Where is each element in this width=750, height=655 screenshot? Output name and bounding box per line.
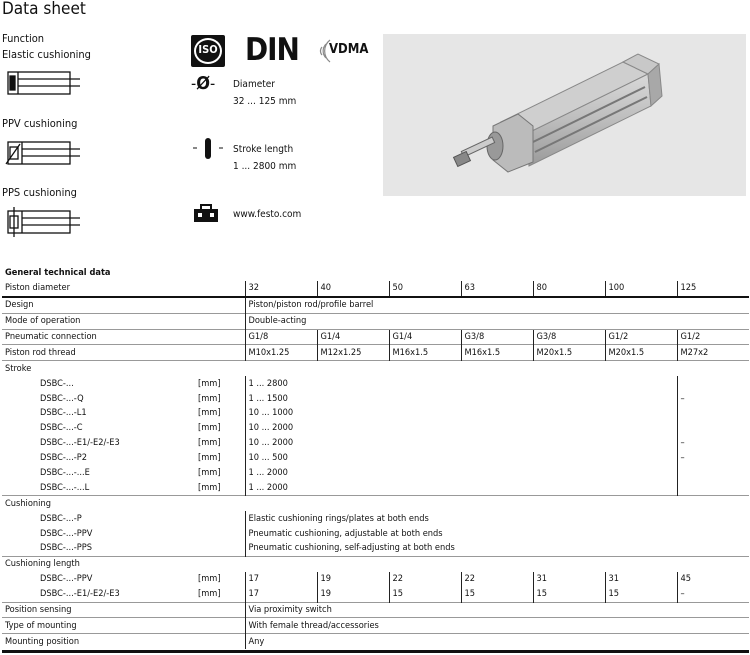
cushioning-length-variant-label: DSBC-...-E1/-E2/-E3 bbox=[40, 588, 120, 600]
cushioning-length-value: 19 bbox=[317, 587, 389, 602]
design-label: Design bbox=[2, 297, 245, 313]
stroke-value-125 bbox=[677, 376, 749, 391]
table-row bbox=[2, 436, 749, 451]
rod-thread-value: M12x1.25 bbox=[317, 345, 389, 361]
diameter-40: 40 bbox=[317, 281, 389, 297]
unit-label: [mm] bbox=[198, 467, 221, 479]
cushioning-length-value: – bbox=[677, 587, 749, 602]
stroke-value-125 bbox=[677, 466, 749, 481]
cushioning-length-value: 15 bbox=[533, 587, 605, 602]
cushioning-length-variant-label: DSBC-...-PPV bbox=[40, 573, 93, 585]
table-row bbox=[2, 572, 749, 587]
stroke-value-125 bbox=[677, 406, 749, 421]
stroke-value-125: – bbox=[677, 391, 749, 406]
product-photo bbox=[383, 34, 746, 196]
table-row-position-sensing bbox=[2, 602, 749, 618]
cushioning-length-value: 22 bbox=[461, 572, 533, 587]
table-row-diameters bbox=[2, 281, 749, 297]
unit-label: [mm] bbox=[198, 452, 221, 464]
rod-thread-value: M27x2 bbox=[677, 345, 749, 361]
unit-label: [mm] bbox=[198, 588, 221, 600]
stroke-value: 10 ... 2000 bbox=[245, 421, 677, 436]
stroke-value: 1 ... 2000 bbox=[245, 480, 677, 495]
cushioning-length-value: 15 bbox=[605, 587, 677, 602]
cushioning-length-value: 45 bbox=[677, 572, 749, 587]
table-row-rod-thread bbox=[2, 345, 749, 361]
cushioning-length-value: 15 bbox=[389, 587, 461, 602]
table-row-mounting-type bbox=[2, 618, 749, 634]
pneumatic-label: Pneumatic connection bbox=[2, 329, 245, 345]
stroke-variant-label: DSBC-...-L1 bbox=[40, 407, 87, 419]
stroke-length-value: 1 ... 2800 mm bbox=[233, 161, 297, 172]
table-bottom-rule bbox=[2, 650, 749, 653]
pneumatic-value: G1/4 bbox=[389, 329, 461, 345]
table-row-cushioning-heading bbox=[2, 496, 749, 511]
elastic-cushioning-symbol-icon bbox=[2, 64, 82, 100]
table-heading: General technical data bbox=[5, 267, 111, 279]
unit-label: [mm] bbox=[198, 437, 221, 449]
function-item-ppv: PPV cushioning bbox=[2, 117, 78, 130]
rod-thread-value: M20x1.5 bbox=[533, 345, 605, 361]
stroke-variant-label: DSBC-...-E1/-E2/-E3 bbox=[40, 437, 120, 449]
unit-label: [mm] bbox=[198, 573, 221, 585]
table-row-stroke-heading bbox=[2, 361, 749, 376]
stroke-value-125: – bbox=[677, 451, 749, 466]
unit-label: [mm] bbox=[198, 422, 221, 434]
din-logo: DIN bbox=[245, 32, 299, 68]
design-value: Piston/piston rod/profile barrel bbox=[245, 297, 749, 313]
function-item-pps: PPS cushioning bbox=[2, 186, 77, 199]
cushioning-length-label: Cushioning length bbox=[2, 556, 749, 571]
table-row bbox=[2, 587, 749, 602]
stroke-value: 10 ... 2000 bbox=[245, 436, 677, 451]
cushioning-variant-label: DSBC-...-PPV bbox=[40, 527, 93, 539]
table-row bbox=[2, 511, 749, 526]
rod-thread-value: M10x1.25 bbox=[245, 345, 317, 361]
stroke-variant-label: DSBC-...-Q bbox=[40, 392, 84, 404]
rod-thread-label: Piston rod thread bbox=[2, 345, 245, 361]
rod-thread-value: M20x1.5 bbox=[605, 345, 677, 361]
function-item-elastic: Elastic cushioning bbox=[2, 48, 91, 61]
diameter-80: 80 bbox=[533, 281, 605, 297]
cushioning-length-value: 17 bbox=[245, 587, 317, 602]
pneumatic-value: G1/8 bbox=[245, 329, 317, 345]
technical-data-table bbox=[2, 266, 749, 649]
cushioning-length-value: 31 bbox=[533, 572, 605, 587]
table-row bbox=[2, 466, 749, 481]
table-row bbox=[2, 541, 749, 556]
stroke-value: 1 ... 2800 bbox=[245, 376, 677, 391]
mode-value: Double-acting bbox=[245, 313, 749, 329]
cushioning-variant-label: DSBC-...-PPS bbox=[40, 542, 92, 554]
function-heading: Function bbox=[2, 32, 45, 45]
pneumatic-value: G1/2 bbox=[677, 329, 749, 345]
cushioning-value: Elastic cushioning rings/plates at both ends bbox=[245, 511, 749, 526]
table-row-mode bbox=[2, 313, 749, 329]
cushioning-length-value: 15 bbox=[461, 587, 533, 602]
stroke-length-icon bbox=[191, 135, 225, 165]
diameter-32: 32 bbox=[245, 281, 317, 297]
stroke-value: 10 ... 500 bbox=[245, 451, 677, 466]
rod-thread-value: M16x1.5 bbox=[389, 345, 461, 361]
page-title: Data sheet bbox=[2, 0, 86, 19]
diameter-icon: -Ø- bbox=[191, 73, 216, 94]
position-sensing-label: Position sensing bbox=[2, 602, 245, 618]
unit-label: [mm] bbox=[198, 377, 221, 389]
diameter-125: 125 bbox=[677, 281, 749, 297]
table-row bbox=[2, 391, 749, 406]
iso-logo: ISO bbox=[191, 35, 225, 67]
piston-diameter-label: Piston diameter bbox=[5, 282, 71, 294]
pneumatic-value: G3/8 bbox=[533, 329, 605, 345]
toolbox-icon bbox=[193, 204, 219, 228]
cushioning-value: Pneumatic cushioning, adjustable at both ends bbox=[245, 526, 749, 541]
mounting-position-value: Any bbox=[245, 634, 749, 649]
cushioning-length-value: 22 bbox=[389, 572, 461, 587]
stroke-value: 10 ... 1000 bbox=[245, 406, 677, 421]
table-row bbox=[2, 406, 749, 421]
mounting-type-label: Type of mounting bbox=[2, 618, 245, 634]
stroke-variant-label: DSBC-...-...E bbox=[40, 467, 90, 479]
unit-label: [mm] bbox=[198, 481, 221, 493]
stroke-variant-label: DSBC-...-...L bbox=[40, 481, 90, 493]
pps-cushioning-symbol-icon bbox=[2, 203, 82, 239]
diameter-label: Diameter bbox=[233, 79, 276, 90]
mounting-position-label: Mounting position bbox=[2, 634, 245, 649]
stroke-label: Stroke bbox=[2, 361, 749, 376]
stroke-length-label: Stroke length bbox=[233, 144, 294, 155]
stroke-value: 1 ... 1500 bbox=[245, 391, 677, 406]
table-row bbox=[2, 480, 749, 495]
table-row bbox=[2, 451, 749, 466]
cushioning-length-value: 31 bbox=[605, 572, 677, 587]
rod-thread-value: M16x1.5 bbox=[461, 345, 533, 361]
stroke-value-125 bbox=[677, 480, 749, 495]
cushioning-length-value: 19 bbox=[317, 572, 389, 587]
website-link[interactable]: www.festo.com bbox=[233, 209, 302, 220]
diameter-100: 100 bbox=[605, 281, 677, 297]
diameter-50: 50 bbox=[389, 281, 461, 297]
diameter-63: 63 bbox=[461, 281, 533, 297]
table-row-cushioning-length-heading bbox=[2, 556, 749, 571]
cushioning-length-value: 17 bbox=[245, 572, 317, 587]
stroke-variant-label: DSBC-...-P2 bbox=[40, 452, 87, 464]
mode-label: Mode of operation bbox=[2, 313, 245, 329]
diameter-value: 32 ... 125 mm bbox=[233, 96, 297, 107]
stroke-variant-label: DSBC-... bbox=[40, 377, 74, 389]
vdma-logo: VDMA bbox=[329, 42, 369, 57]
pneumatic-value: G3/8 bbox=[461, 329, 533, 345]
stroke-value: 1 ... 2000 bbox=[245, 466, 677, 481]
table-row bbox=[2, 376, 749, 391]
stroke-variant-label: DSBC-...-C bbox=[40, 422, 83, 434]
position-sensing-value: Via proximity switch bbox=[245, 602, 749, 618]
table-row bbox=[2, 526, 749, 541]
pneumatic-value: G1/2 bbox=[605, 329, 677, 345]
unit-label: [mm] bbox=[198, 407, 221, 419]
cushioning-label: Cushioning bbox=[2, 496, 749, 511]
unit-label: [mm] bbox=[198, 392, 221, 404]
stroke-value-125 bbox=[677, 421, 749, 436]
table-row bbox=[2, 421, 749, 436]
ppv-cushioning-symbol-icon bbox=[2, 134, 82, 170]
cushioning-value: Pneumatic cushioning, self-adjusting at both ends bbox=[245, 541, 749, 556]
table-heading-row bbox=[2, 266, 749, 281]
table-row-mounting-position bbox=[2, 634, 749, 649]
cushioning-variant-label: DSBC-...-P bbox=[40, 512, 82, 524]
pneumatic-value: G1/4 bbox=[317, 329, 389, 345]
table-row-pneumatic bbox=[2, 329, 749, 345]
table-row-design bbox=[2, 297, 749, 313]
stroke-value-125: – bbox=[677, 436, 749, 451]
mounting-type-value: With female thread/accessories bbox=[245, 618, 749, 634]
